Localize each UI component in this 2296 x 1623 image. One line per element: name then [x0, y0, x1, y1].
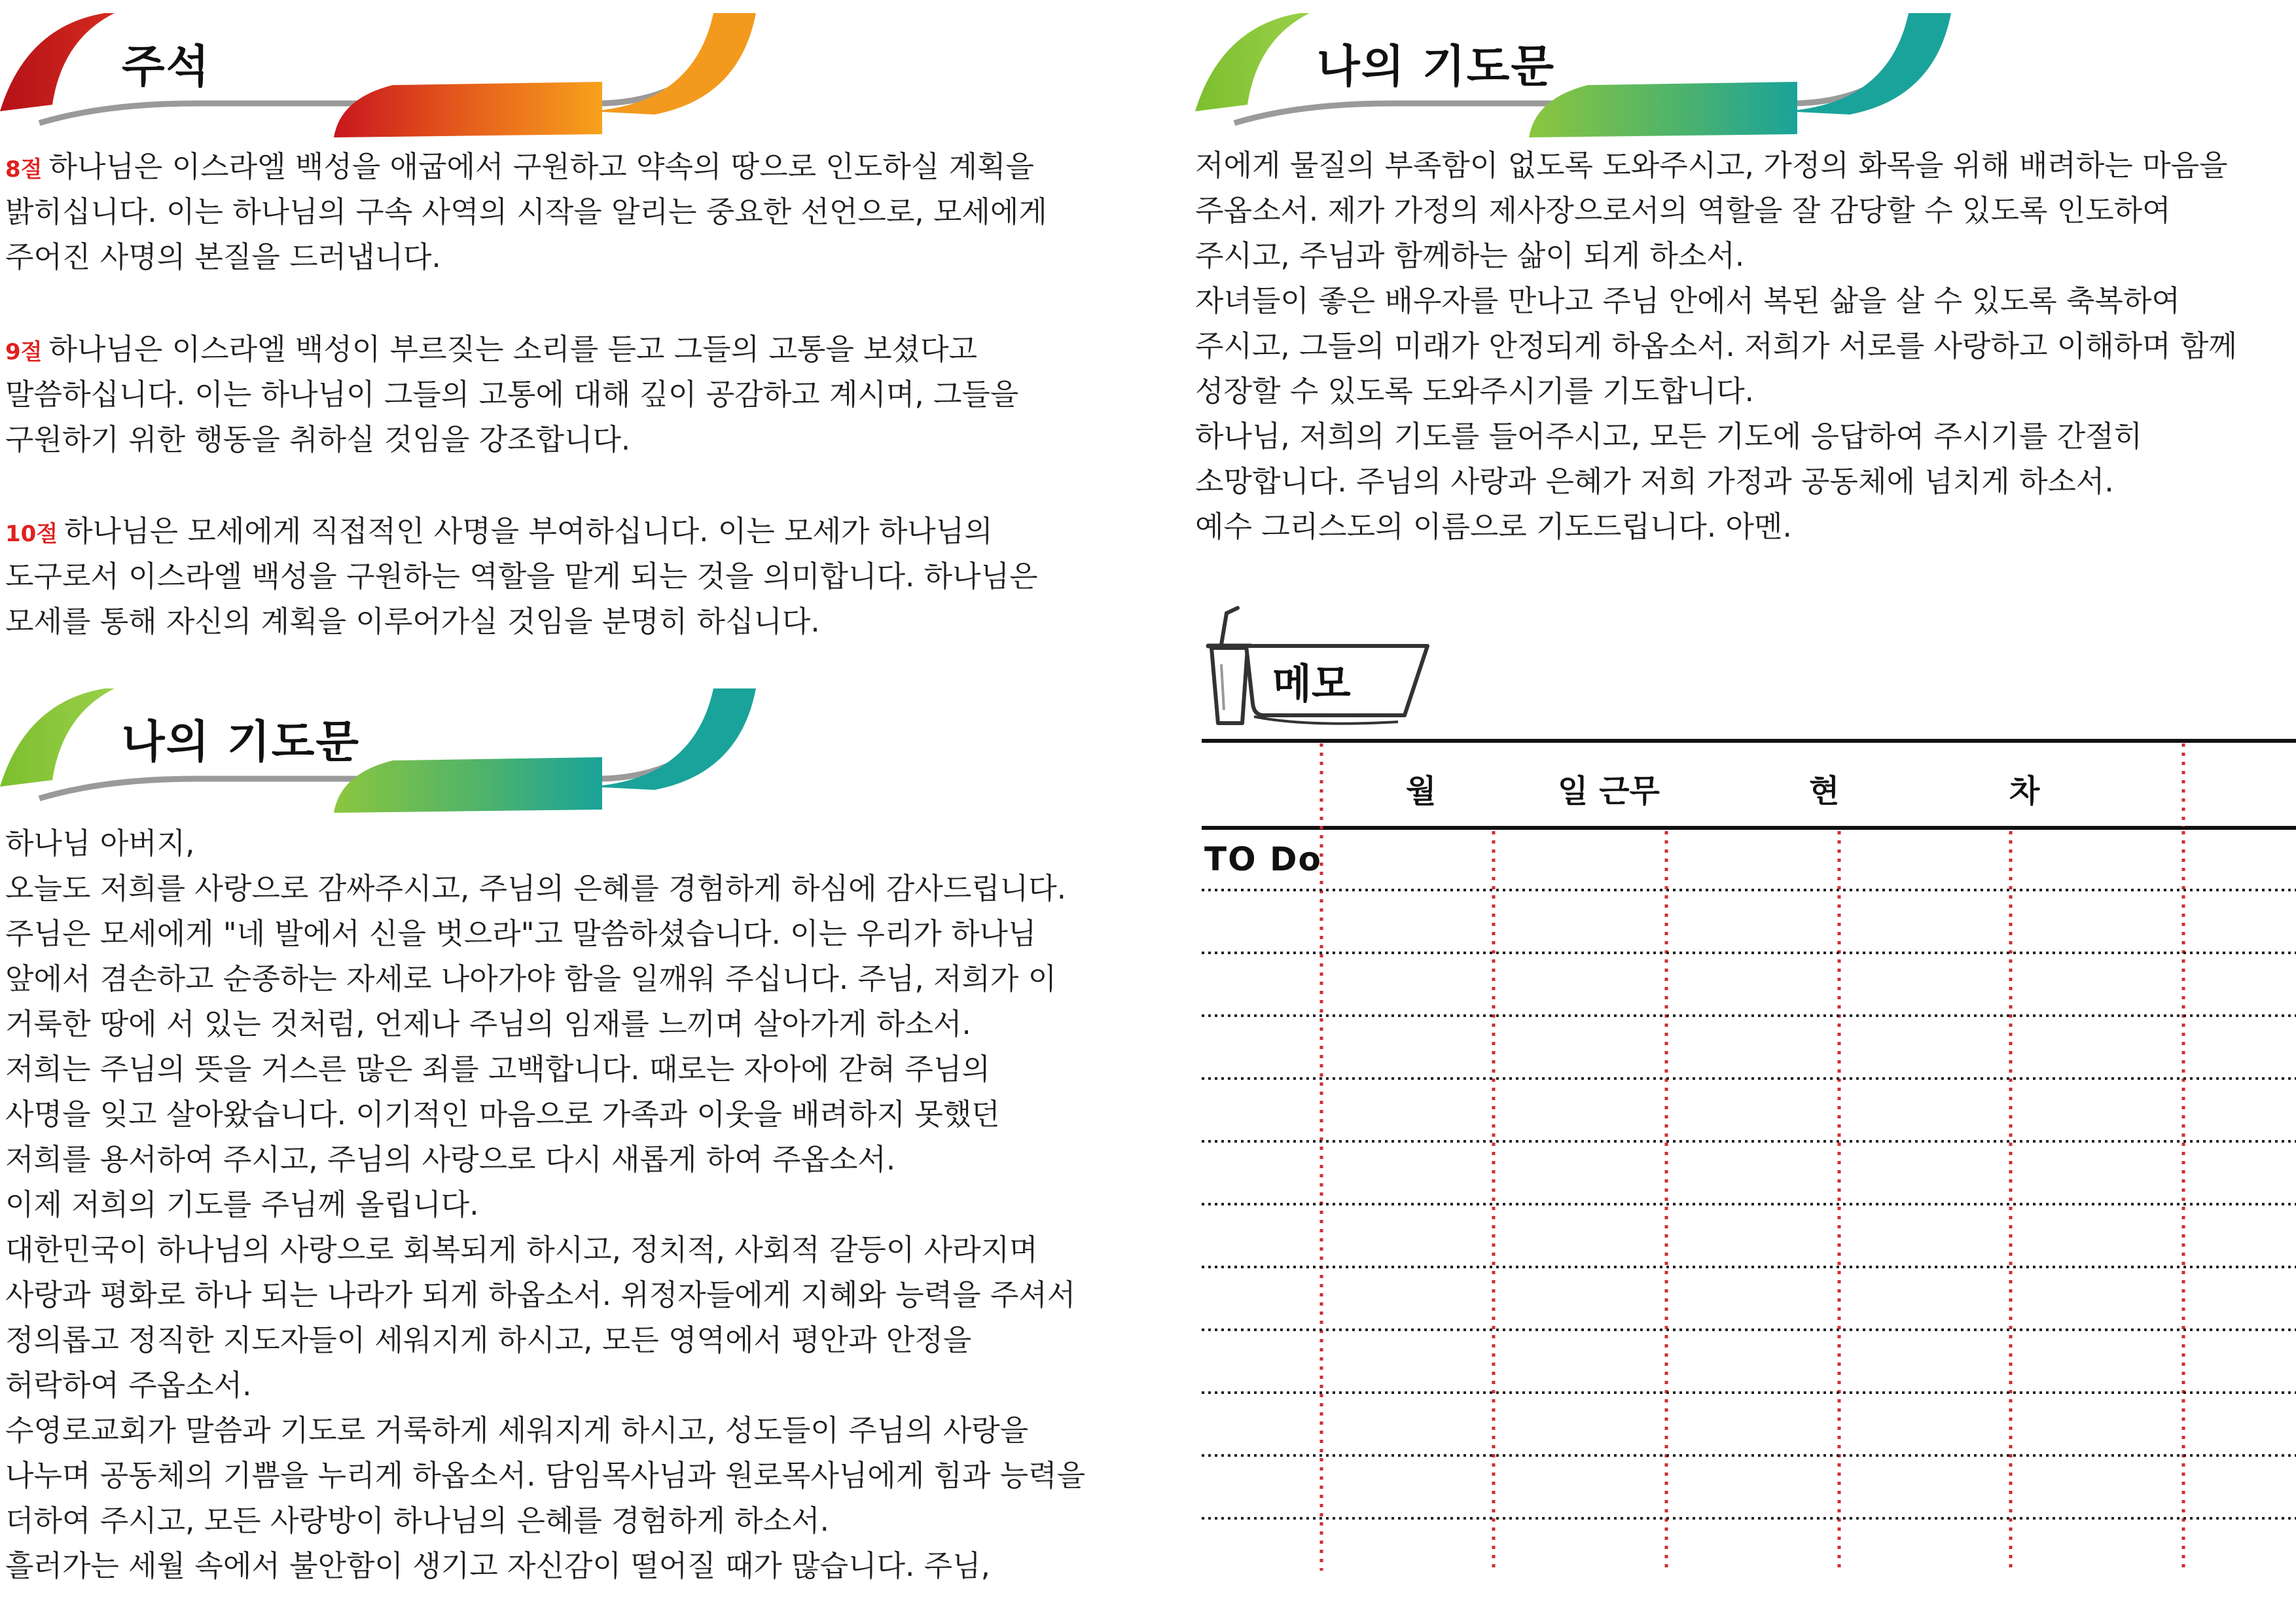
schedule-grid — [1202, 720, 2296, 1571]
header-month: 월 — [1406, 773, 1437, 810]
green-teal-swoosh-icon — [1195, 0, 1954, 141]
prayer-line: 수영로교회가 말씀과 기도로 거룩하게 세워지게 하시고, 성도들이 주님의 사랑을 — [5, 1413, 1029, 1448]
commentary-banner — [0, 0, 759, 141]
prayer-line: 하나님, 저희의 기도를 들어주시고, 모든 기도에 응답하여 주시기를 간절히 — [1195, 419, 2143, 454]
verse-line: 하나님은 모세에게 직접적인 사명을 부여하십니다. 이는 모세가 하나님의 — [64, 514, 993, 548]
prayer-line: 정의롭고 정직한 지도자들이 세워지게 하시고, 모든 영역에서 평안과 안정을 — [5, 1323, 972, 1357]
prayer-line: 오늘도 저희를 사랑으로 감싸주시고, 주님의 은혜를 경험하게 하심에 감사드립니다. — [5, 871, 1067, 906]
prayer-line: 이제 저희의 기도를 주님께 올립니다. — [5, 1187, 479, 1222]
verse-line: 밝히십니다. 이는 하나님의 구속 사역의 시작을 알리는 중요한 선언으로, 모세에게 — [5, 194, 1047, 229]
red-orange-swoosh-icon — [0, 0, 759, 141]
prayer-right-body — [1195, 143, 2237, 549]
prayer-line: 나누며 공동체의 기쁨을 누리게 하옵소서. 담임목사님과 원로목사님에게 힘과 능력을 — [5, 1458, 1086, 1493]
verse-number: 9절 — [5, 339, 43, 365]
prayer-left-title: 나의 기도문 — [122, 717, 361, 768]
memo-label: 메모 — [1272, 660, 1351, 707]
todo-label: TO Do — [1204, 840, 1322, 878]
prayer-line: 소망합니다. 주님의 사랑과 은혜가 저희 가정과 공동체에 넘치게 하소서. — [1195, 464, 2114, 499]
prayer-line: 하나님 아버지, — [5, 826, 195, 861]
verse-line: 모세를 통해 자신의 계획을 이루어가실 것임을 분명히 하십니다. — [5, 604, 820, 639]
prayer-line: 주시고, 주님과 함께하는 삶이 되게 하소서. — [1195, 238, 1745, 273]
verse-line: 하나님은 이스라엘 백성이 부르짖는 소리를 듣고 그들의 고통을 보셨다고 — [48, 332, 978, 366]
prayer-line: 더하여 주시고, 모든 사랑방이 하나님의 은혜를 경험하게 하소서. — [5, 1503, 829, 1538]
verse-line: 말씀하십니다. 이는 하나님이 그들의 고통에 대해 깊이 공감하고 계시며, 그들을 — [5, 377, 1019, 412]
commentary-title: 주석 — [122, 41, 211, 93]
verse-number: 10절 — [5, 521, 58, 547]
prayer-line: 대한민국이 하나님의 사랑으로 회복되게 하시고, 정치적, 사회적 갈등이 사라지며 — [5, 1232, 1038, 1267]
verse-8 — [5, 144, 1047, 279]
prayer-line: 허락하여 주옵소서. — [5, 1368, 252, 1402]
verse-line: 주어진 사명의 본질을 드러냅니다. — [5, 240, 441, 274]
prayer-line: 사명을 잊고 살아왔습니다. 이기적인 마음으로 가족과 이웃을 배려하지 못했던 — [5, 1097, 1000, 1132]
memo-tag — [1202, 599, 1437, 730]
prayer-line: 주님은 모세에게 "네 발에서 신을 벗으라"고 말씀하셨습니다. 이는 우리가 하나님 — [5, 916, 1037, 951]
header-hyeon: 현 — [1809, 773, 1840, 810]
header-cha: 차 — [2009, 773, 2040, 810]
prayer-line: 예수 그리스도의 이름으로 기도드립니다. 아멘. — [1195, 509, 1792, 544]
prayer-left-banner — [0, 675, 759, 816]
green-teal-swoosh-icon — [0, 675, 759, 816]
prayer-line: 자녀들이 좋은 배우자를 만나고 주님 안에서 복된 삶을 살 수 있도록 축복하여 — [1195, 283, 2180, 318]
prayer-right-title: 나의 기도문 — [1317, 41, 1556, 93]
verse-line: 하나님은 이스라엘 백성을 애굽에서 구원하고 약속의 땅으로 인도하실 계획을 — [48, 149, 1034, 184]
prayer-line: 저희를 용서하여 주시고, 주님의 사랑으로 다시 새롭게 하여 주옵소서. — [5, 1142, 896, 1177]
header-day-work: 일 근무 — [1558, 773, 1660, 810]
prayer-line: 앞에서 겸손하고 순종하는 자세로 나아가야 함을 일깨워 주십니다. 주님, 저희가 이 — [5, 961, 1057, 996]
prayer-line: 주옵소서. 제가 가정의 제사장으로서의 역할을 잘 감당할 수 있도록 인도하여 — [1195, 193, 2171, 228]
prayer-line: 성장할 수 있도록 도와주시기를 기도합니다. — [1195, 374, 1754, 408]
verse-line: 구원하기 위한 행동을 취하실 것임을 강조합니다. — [5, 422, 631, 457]
prayer-right-banner — [1195, 0, 1954, 141]
verse-number: 8절 — [5, 156, 43, 183]
prayer-line: 저에게 물질의 부족함이 없도록 도와주시고, 가정의 화목을 위해 배려하는 마음을 — [1195, 148, 2228, 183]
prayer-line: 거룩한 땅에 서 있는 것처럼, 언제나 주님의 임재를 느끼며 살아가게 하소서. — [5, 1007, 971, 1041]
prayer-line: 흘러가는 세월 속에서 불안함이 생기고 자신감이 떨어질 때가 많습니다. 주님, — [5, 1548, 990, 1583]
verse-10 — [5, 508, 1038, 644]
prayer-line: 저희는 주님의 뜻을 거스른 많은 죄를 고백합니다. 때로는 자아에 갇혀 주님의 — [5, 1052, 990, 1086]
prayer-line: 주시고, 그들의 미래가 안정되게 하옵소서. 저희가 서로를 사랑하고 이해하며 함께 — [1195, 329, 2237, 363]
verse-9 — [5, 327, 1018, 462]
prayer-line: 사랑과 평화로 하나 되는 나라가 되게 하옵소서. 위정자들에게 지혜와 능력을 주셔서 — [5, 1277, 1076, 1312]
prayer-left-body — [5, 821, 1085, 1588]
verse-line: 도구로서 이스라엘 백성을 구원하는 역할을 맡게 되는 것을 의미합니다. 하나님은 — [5, 559, 1038, 594]
